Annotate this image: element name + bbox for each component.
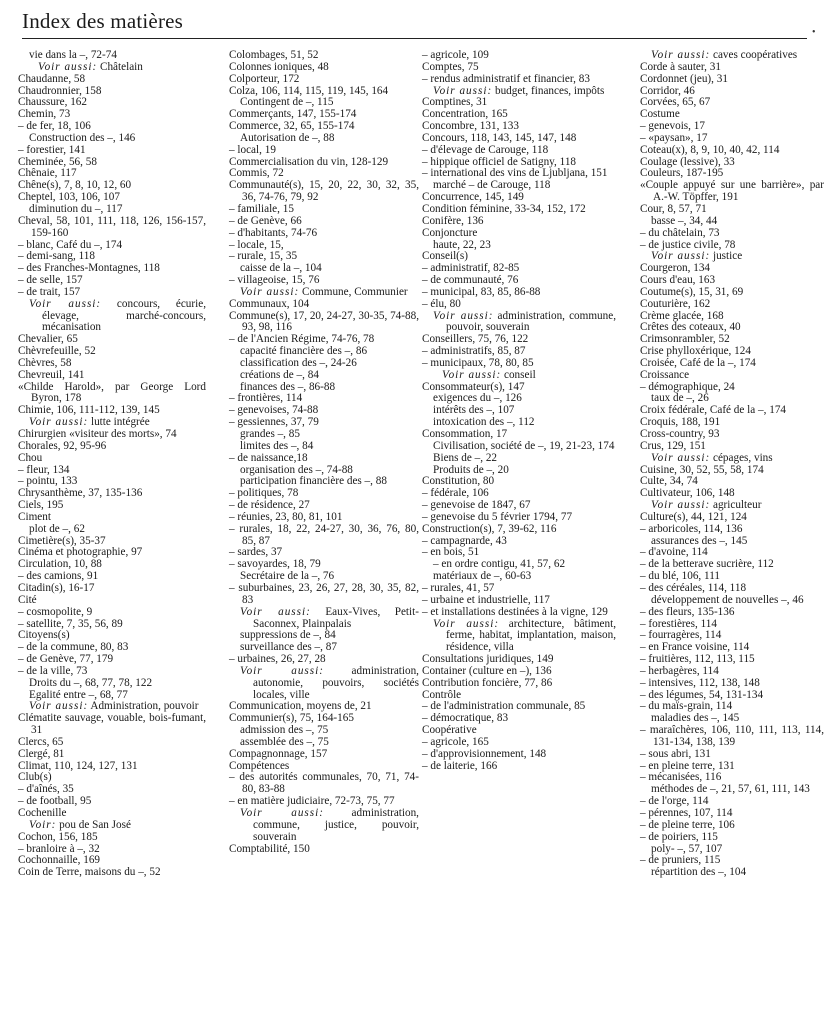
index-entry-text: taux de –, 26 [651,392,709,405]
index-entry-text: – rurales, 18, 22, 24-27, 30, 36, 76, 80, 85, 87 [229,522,419,547]
index-entry-text: concours, écurie, élevage, marché-concours, mécanisation [42,297,206,334]
index-entry-text: agriculteur [710,499,762,512]
index-entry-text: justice [710,250,743,263]
index-entry-text: administration, commune, pouvoir, souverain [446,309,616,334]
cross-reference-label: Voir aussi: [240,605,311,618]
index-entry-text: Communier(s), 75, 164-165 [229,712,354,725]
index-entry-text: – local, 19 [229,143,276,156]
index-entry-text: cépages, vins [710,451,773,464]
page-title: Index des matières [22,9,184,33]
index-entry-text: – des autorités communales, 70, 71, 74-80, 83-88 [229,771,419,796]
index-entry-text: grandes –, 85 [240,428,300,440]
index-entry-text: – en ordre contigu, 41, 57, 62 [433,558,566,571]
index-entry-text: – de communauté, 76 [422,274,519,287]
index-entry-text: – de la betterave sucrière, 112 [640,558,774,571]
index-entry [229,180,419,204]
index-entry-text: – politiques, 78 [229,487,299,500]
index-entry-text: finances des –, 86-88 [240,380,336,393]
index-entry-text: marché – de Carouge, 118 [433,179,551,192]
header-rule [22,38,807,39]
index-entry-text: – agricole, 109 [422,49,489,61]
index-entry-text: Chorales, 92, 95-96 [18,439,107,452]
index-entry-text: Container (culture en –), 136 [422,664,552,677]
index-entry-text: Consultations juridiques, 149 [422,653,554,666]
cross-reference-label: Voir aussi: [651,499,711,512]
index-entry-text: Cimetière(s), 35-37 [18,534,106,547]
index-entry-text: – gessiennes, 37, 79 [229,416,319,429]
index-entry-text: Compétences [229,759,290,772]
index-entry-text: Cité [18,593,37,606]
index-entry-text: Crêtes des coteaux, 40 [640,321,741,334]
index-entry [240,607,419,631]
cross-reference-label: Voir aussi: [29,416,89,429]
index-entry-text: Clématite sauvage, vouable, bois-fumant, 31 [18,712,206,737]
index-entry-text: Constitution, 80 [422,475,495,488]
index-entry-text: vie dans la –, 72-74 [29,49,117,61]
index-entry-text: – du maïs-grain, 114 [640,700,733,713]
index-entry-text: – de trait, 157 [18,285,81,298]
index-entry-text: – d'approvisionnement, 148 [422,747,547,760]
index-entry [229,311,419,335]
index-entry-text: créations de –, 84 [240,368,319,381]
index-entry-text: – locale, 15, [229,238,284,251]
index-entry-text: Comptabilité, 150 [229,842,310,855]
index-entry-text: – de l'administration communale, 85 [422,700,586,713]
index-entry [422,761,616,773]
index-entry-text: Corde à sauter, 31 [640,60,721,73]
index-entry-text: Chemin, 73 [18,108,71,121]
index-entry-text: Costume [640,108,680,121]
index-entry-text: – genevoise de 1847, 67 [422,499,531,512]
index-entry-text: capacité financière des –, 86 [240,345,368,358]
index-entry-text: – agricole, 165 [422,735,489,748]
index-entry-text: – satellite, 7, 35, 56, 89 [18,617,123,630]
index-entry-text: conseil [501,368,536,381]
index-entry-text: organisation des –, 74-88 [240,463,353,476]
cross-reference-label: Voir aussi: [651,451,711,464]
index-entry-text: – forestières, 114 [640,617,717,630]
index-entry-text: – frontières, 114 [229,392,303,405]
index-entry-text: – familiale, 15 [229,202,294,215]
index-entry-text: – municipaux, 78, 80, 85 [422,356,534,369]
index-entry-text: Condition féminine, 33-34, 152, 172 [422,202,586,215]
index-entry-text: Administration, pouvoir [88,700,199,713]
index-entry-text: – élu, 80 [422,297,461,310]
index-entry-text: Cross-country, 93 [640,428,720,440]
index-entry-text: Construction des –, 146 [29,131,136,144]
index-entry-text: Concours, 118, 143, 145, 147, 148 [422,131,577,144]
index-entry-text: Contribution foncière, 77, 86 [422,676,553,689]
index-entry [18,216,206,240]
index-entry-text: – de la commune, 80, 83 [18,641,129,654]
index-entry-text: – pointu, 133 [18,475,78,488]
index-entry-text: Concentration, 165 [422,108,508,121]
index-column-3 [422,50,616,772]
index-entry-text: Conseillers, 75, 76, 122 [422,333,529,346]
index-entry-text: – administratif, 82-85 [422,262,520,275]
index-entry [240,808,419,844]
index-entry-text: Droits du –, 68, 77, 78, 122 [29,676,153,689]
index-entry-text: – de résidence, 27 [229,499,310,512]
cross-reference-label: Voir aussi: [240,807,324,819]
index-entry [651,867,824,879]
index-entry-text: Circulation, 10, 88 [18,558,102,571]
index-entry-text: poly- –, 57, 107 [651,842,723,855]
index-entry-text: – de naissance,18 [229,451,308,464]
index-entry-text: intoxication des –, 112 [433,416,535,429]
index-entry-text: caves coopératives [710,49,798,61]
index-entry-text: – cosmopolite, 9 [18,605,93,618]
index-entry-text: Croisée, Café de la –, 174 [640,356,756,369]
index-entry [229,844,419,856]
index-entry-text: Culture(s), 44, 121, 124 [640,510,747,523]
index-entry-text: Conseil(s) [422,250,468,263]
index-entry [240,666,419,702]
index-entry-text: Cour, 8, 57, 71 [640,202,707,215]
index-entry-text: Chevalier, 65 [18,333,78,346]
index-entry-text: – herbagères, 114 [640,664,719,677]
index-entry-text: – d'élevage de Carouge, 118 [422,143,549,156]
index-entry-text: – des fleurs, 135-136 [640,605,735,618]
index-entry-text: – d'habitants, 74-76 [229,226,318,239]
index-entry-text: – hippique officiel de Satigny, 118 [422,155,577,168]
index-entry [229,524,419,548]
index-entry-text: Colporteur, 172 [229,72,300,85]
index-entry-text: – de pleine terre, 106 [640,818,735,831]
index-entry-text: Chevreuil, 141 [18,368,85,381]
index-entry-text: diminution du –, 117 [29,202,123,215]
index-entry-text: Colonnes ioniques, 48 [229,60,329,73]
index-entry-text: méthodes de –, 21, 57, 61, 111, 143 [651,783,810,796]
index-entry-text: Chèvres, 58 [18,356,72,369]
index-entry [18,583,206,595]
index-entry-text: Croix fédérale, Café de la –, 174 [640,404,787,417]
margin-mark: • [812,27,816,38]
index-entry-text: – en bois, 51 [422,546,480,559]
index-entry-text: «Childe Harold», par George Lord Byron, 178 [18,380,206,405]
index-entry-text: Civilisation, société de –, 19, 21-23, 174 [433,439,615,452]
index-entry-text: – de la ville, 73 [18,664,88,677]
index-entry-text: – fruitières, 112, 113, 115 [640,653,755,666]
index-entry-text: – urbaines, 26, 27, 28 [229,653,326,666]
index-entry-text: Cochonnaille, 169 [18,854,101,867]
index-column-4 [640,50,824,879]
index-entry-text: assemblée des –, 75 [240,735,329,748]
index-entry-text: Châtelain [97,60,143,73]
index-entry-text: Corridor, 46 [640,84,695,97]
index-entry-text: – urbaine et industrielle, 117 [422,593,550,606]
index-entry-text: – maraîchères, 106, 110, 111, 113, 114, 131-134, 138, 139 [640,724,824,748]
index-entry-text: assurances des –, 145 [651,534,748,547]
index-entry-text: – administratifs, 85, 87 [422,345,526,358]
index-entry-text: Cheptel, 103, 106, 107 [18,191,120,204]
index-entry-text: Clergé, 81 [18,747,65,760]
index-entry-text: Couturière, 162 [640,297,711,310]
index-entry [18,382,206,406]
index-entry-text: – fourragères, 114 [640,629,722,642]
index-entry-text: Consommateur(s), 147 [422,380,525,393]
index-entry-text: Communauté(s), 15, 20, 22, 30, 32, 35, 36, 74-76, 79, 92 [229,179,419,204]
index-entry-text: Climat, 110, 124, 127, 131 [18,759,138,772]
index-entry-text: – municipal, 83, 85, 86-88 [422,285,541,298]
index-entry-text: administration, autonomie, pouvoirs, sociétés locales, ville [253,664,419,701]
index-entry-text: Crise phylloxérique, 124 [640,345,751,358]
index-entry-text: – des céréales, 114, 118 [640,581,747,594]
index-entry-text: admission des –, 75 [240,724,329,737]
cross-reference-label: Voir aussi: [651,49,711,61]
index-entry-text: Coin de Terre, maisons du –, 52 [18,866,161,879]
index-entry-text: – fleur, 134 [18,463,70,476]
index-entry-text: Conifère, 136 [422,214,484,227]
index-entry-text: Biens de –, 22 [433,451,498,464]
index-entry-text: Clercs, 65 [18,735,64,748]
index-entry-text: – villageoise, 15, 76 [229,274,320,287]
index-entry-text: Colza, 106, 114, 115, 119, 145, 164 [229,84,389,97]
index-entry-text: Commercialisation du vin, 128-129 [229,155,389,168]
index-entry-text: surveillance des –, 87 [240,641,337,654]
index-entry-text: Secrétaire de la –, 76 [240,570,335,583]
index-entry-text: Contrôle [422,688,462,701]
index-entry-text: Consommation, 17 [422,428,508,440]
index-entry-text: – genevoises, 74-88 [229,404,319,417]
index-entry-text: Cochenille [18,807,67,819]
index-entry-text: – mécanisées, 116 [640,771,722,784]
index-entry-text: Chaussure, 162 [18,96,87,109]
index-entry [433,619,616,655]
index-entry-text: haute, 22, 23 [433,238,491,251]
index-entry-text: – de l'Ancien Régime, 74-76, 78 [229,333,375,346]
index-entry-text: – de Genève, 77, 179 [18,653,114,666]
index-entry-text: architecture, bâtiment, ferme, habitat, implantation, maison, résidence, villa [446,617,616,654]
index-entry-text: Communication, moyens de, 21 [229,700,372,713]
index-entry-text: – arboricoles, 114, 136 [640,522,743,535]
index-entry-text: – genevois, 17 [640,120,705,133]
index-entry-text: Chimie, 106, 111-112, 139, 145 [18,404,160,417]
index-entry-text: «Couple appuyé sur une barrière», par A.-W. Töpffer, 191 [640,179,824,204]
index-entry-text: Chaudanne, 58 [18,72,86,85]
index-entry-text: – de selle, 157 [18,274,83,287]
index-entry [229,583,419,607]
index-entry-text: maladies des –, 145 [651,712,740,725]
index-entry-text: Produits de –, 20 [433,463,509,476]
index-entry-text: Comptes, 75 [422,60,479,73]
index-entry-text: Compagnonnage, 157 [229,747,328,760]
index-entry-text: – intensives, 112, 138, 148 [640,676,760,689]
index-entry [18,713,206,737]
index-entry-text: Chrysanthème, 37, 135-136 [18,487,143,500]
index-column-1 [18,50,206,879]
index-entry-text: – d'avoine, 114 [640,546,708,559]
index-entry-text: Crimsonrambler, 52 [640,333,730,346]
index-entry-text: – des légumes, 54, 131-134 [640,688,764,701]
cross-reference-label: Voir aussi: [433,617,500,630]
index-entry-text: Croquis, 188, 191 [640,416,721,429]
index-entry-text: – de fer, 18, 106 [18,120,91,133]
index-entry-text: Coopérative [422,724,477,737]
index-entry-text: – de poiriers, 115 [640,830,718,843]
index-entry-text: – pérennes, 107, 114 [640,807,733,819]
index-entry-text: – démographique, 24 [640,380,735,393]
index-entry-text: suppressions de –, 84 [240,629,336,642]
index-entry-text: Chèvrefeuille, 52 [18,345,96,358]
index-entry-text: lutte intégrée [88,416,150,429]
cross-reference-label: Voir aussi: [29,297,102,310]
index-entry-text: Culte, 34, 74 [640,475,698,488]
index-entry-text: matériaux de –, 60-63 [433,570,532,583]
cross-reference-label: Voir: [29,818,57,831]
index-entry-text: Crème glacée, 168 [640,309,724,322]
index-entry [29,299,206,335]
index-entry-text: Cheval, 58, 101, 111, 118, 126, 156-157, 159-160 [18,214,206,239]
cross-reference-label: Voir aussi: [433,84,493,97]
index-entry-text: participation financière des –, 88 [240,475,387,488]
index-entry-text: – en France voisine, 114 [640,641,750,654]
index-entry-text: répartition des –, 104 [651,866,747,879]
index-entry-text: – de Genève, 66 [229,214,302,227]
index-entry-text: – de pruniers, 115 [640,854,721,867]
index-entry-text: classification des –, 24-26 [240,356,357,369]
index-entry-text: Chêne(s), 7, 8, 10, 12, 60 [18,179,132,192]
index-entry-text: Conjoncture [422,226,478,239]
index-entry-text: Citoyens(s) [18,629,70,642]
index-entry-text: Courgeron, 134 [640,262,711,275]
index-entry-text: – de justice civile, 78 [640,238,736,251]
index-entry-text: – savoyardes, 18, 79 [229,558,321,571]
index-entry-text: – d'aînés, 35 [18,783,74,796]
index-entry-text: Coteau(x), 8, 9, 10, 40, 42, 114 [640,143,780,156]
index-entry-text: Cheminée, 56, 58 [18,155,97,168]
index-entry-text: Crus, 129, 151 [640,439,706,452]
index-entry-text: Commerce, 32, 65, 155-174 [229,120,355,133]
index-entry-text: Construction(s), 7, 39-62, 116 [422,522,557,535]
index-entry-text: Cuisine, 30, 52, 55, 58, 174 [640,463,764,476]
index-entry-text: limites des –, 84 [240,439,314,452]
index-entry-text: Cinéma et photographie, 97 [18,546,143,559]
index-entry-text: – de l'orge, 114 [640,795,709,808]
index-entry-text: Contingent de –, 115 [240,96,334,109]
cross-reference-label: Voir aussi: [651,250,711,263]
index-entry-text: Egalité entre –, 68, 77 [29,688,128,701]
index-entry-text: – suburbaines, 23, 26, 27, 28, 30, 35, 82, 83 [229,581,419,606]
cross-reference-label: Voir aussi: [29,700,89,713]
index-entry-text: Chirurgien «visiteur des morts», 74 [18,428,177,440]
index-entry-text: – en pleine terre, 131 [640,759,735,772]
index-entry [640,180,824,204]
index-entry-text: Cultivateur, 106, 148 [640,487,735,500]
index-entry-text: Coutume(s), 15, 31, 69 [640,285,744,298]
index-entry [433,311,616,335]
index-entry [640,725,824,749]
index-entry-text: – en matière judiciaire, 72-73, 75, 77 [229,795,395,808]
index-entry-text: Cochon, 156, 185 [18,830,98,843]
index-entry [229,772,419,796]
index-column-2 [229,50,419,855]
index-entry-text: – du blé, 106, 111 [640,570,720,583]
index-entry-text: Chou [18,451,43,464]
index-entry-text: Citadin(s), 16-17 [18,581,95,594]
index-entry-text: Concombre, 131, 133 [422,120,519,133]
index-entry-text: Commune, Communier [299,285,408,298]
index-entry-text: – fédérale, 106 [422,487,489,500]
index-entry-text: Communaux, 104 [229,297,310,310]
index-entry-text: développement de nouvelles –, 46 [651,593,804,606]
index-entry-text: – rurale, 15, 35 [229,250,298,263]
index-entry-text: – genevoise du 5 février 1794, 77 [422,510,573,523]
index-entry-text: pou de San José [56,818,131,831]
index-entry-text: administration, commune, justice, pouvoir, souverain [253,807,419,843]
index-entry-text: – des Franches-Montagnes, 118 [18,262,160,275]
index-entry-text: Chênaie, 117 [18,167,77,180]
index-entry-text: – rendus administratif et financier, 83 [422,72,590,85]
index-entry-text: Corvées, 65, 67 [640,96,711,109]
index-entry-text: – demi-sang, 118 [18,250,95,263]
index-entry-text: Commerçants, 147, 155-174 [229,108,357,121]
index-entry-text: – campagnarde, 43 [422,534,507,547]
index-entry-text: Commis, 72 [229,167,284,180]
index-entry-text: Chaudronnier, 158 [18,84,102,97]
index-entry-text: plot de –, 62 [29,522,85,535]
index-entry-text: – de football, 95 [18,795,92,808]
index-entry-text: – rurales, 41, 57 [422,581,495,594]
index-entry [18,441,206,453]
index-entry-text: basse –, 34, 44 [651,214,718,227]
cross-reference-label: Voir aussi: [240,664,324,677]
index-entry-text: Cordonnet (jeu), 31 [640,72,728,85]
index-entry-text: – sous abri, 131 [640,747,711,760]
index-entry-text: Commune(s), 17, 20, 24-27, 30-35, 74-88, 93, 98, 116 [229,309,419,334]
index-entry-text: – et installations destinées à la vigne, 129 [422,605,608,618]
index-entry-text: Couleurs, 187-195 [640,167,724,180]
index-entry-text: – sardes, 37 [229,546,283,559]
index-entry-text: – de laiterie, 166 [422,759,498,772]
index-entry-text: Croissance [640,368,690,381]
index-entry-text: – «paysan», 17 [640,131,708,144]
index-entry-text: – réunies, 23, 80, 81, 101 [229,510,343,523]
cross-reference-label: Voir aussi: [442,368,502,381]
index-entry-text: Colombages, 51, 52 [229,49,319,61]
index-entry-text: – blanc, Café du –, 174 [18,238,123,251]
index-entry-text: – du châtelain, 73 [640,226,720,239]
index-entry-text: Cours d'eau, 163 [640,274,716,287]
index-entry-text: exigences du –, 126 [433,392,522,405]
index-entry-text: Autorisation de –, 88 [240,131,335,144]
index-entry [18,867,206,879]
index-entry-text: intérêts des –, 107 [433,404,515,417]
index-entry-text: Ciment [18,510,51,523]
index-entry-text: Club(s) [18,771,52,784]
index-entry-text: – forestier, 141 [18,143,86,156]
index-entry-text: Eaux-Vives, Petit-Saconnex, Plainpalais [253,605,419,630]
index-entry-text: caisse de la –, 104 [240,262,322,275]
index-entry-text: – international des vins de Ljubljana, 151 [422,167,608,180]
index-entry-text: Concurrence, 145, 149 [422,191,524,204]
index-entry-text: Ciels, 195 [18,499,64,512]
index-entry-text: Comptines, 31 [422,96,488,109]
index-entry-text: – démocratique, 83 [422,712,509,725]
index-entry-text: – branloire à –, 32 [18,842,100,855]
cross-reference-label: Voir aussi: [240,285,300,298]
cross-reference-label: Voir aussi: [433,309,494,322]
cross-reference-label: Voir aussi: [38,60,98,73]
index-entry-text: – des camions, 91 [18,570,99,583]
index-entry-text: Coulage (lessive), 33 [640,155,735,168]
index-entry-text: budget, finances, impôts [492,84,605,97]
